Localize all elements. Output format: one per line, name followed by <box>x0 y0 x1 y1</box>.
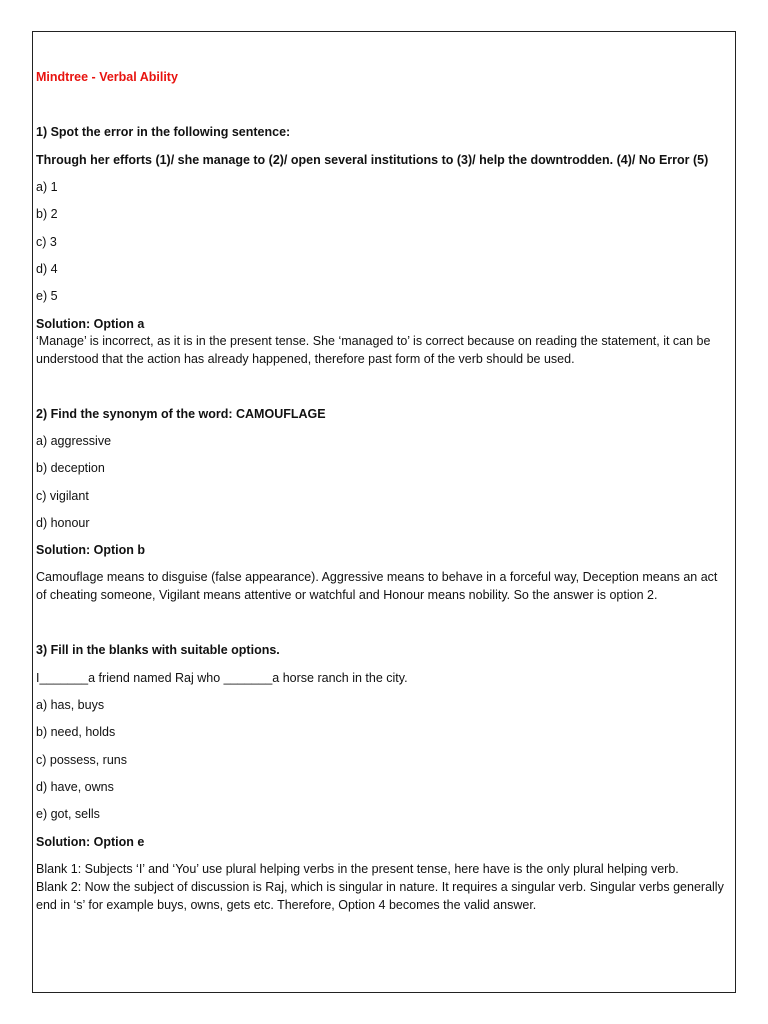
question-2-option-a: a) aggressive <box>36 434 112 448</box>
question-1-explanation: ‘Manage’ is incorrect, as it is in the present tense. She ‘managed to’ is correct because on reading the statement, it can be understood that the action has already happened, therefore past form of the verb should be used. <box>36 334 711 366</box>
question-2-solution-label: Solution: Option b <box>36 543 145 557</box>
question-1-option-e: e) 5 <box>36 289 58 303</box>
question-3-explanation-2: Blank 2: Now the subject of discussion is Raj, which is singular in nature. It requires a singular verb. Singular verbs generally end in ‘s’ for example buys, owns, gets etc. Therefore, Option 4 becomes the valid answer. <box>36 880 724 912</box>
question-1-option-a: a) 1 <box>36 180 58 194</box>
question-3-sentence: I_______a friend named Raj who _______a horse ranch in the city. <box>36 671 408 685</box>
question-3-option-e: e) got, sells <box>36 807 100 821</box>
question-3-heading: 3) Fill in the blanks with suitable options. <box>36 643 280 657</box>
question-3-option-c: c) possess, runs <box>36 753 128 767</box>
question-2-explanation: Camouflage means to disguise (false appearance). Aggressive means to behave in a forceful way, Deception means an act of cheating someone, Vigilant means attentive or watchful and Honour means nobility. So the answer is option 2. <box>36 570 718 602</box>
question-3-option-d: d) have, owns <box>36 780 114 794</box>
document-title: Mindtree - Verbal Ability <box>36 70 178 84</box>
question-2-option-c: c) vigilant <box>36 489 89 503</box>
question-1-option-b: b) 2 <box>36 207 58 221</box>
question-3-explanation-1: Blank 1: Subjects ‘I’ and ‘You’ use plural helping verbs in the present tense, here have is the only plural helping verb. <box>36 862 679 876</box>
question-1-option-c: c) 3 <box>36 235 57 249</box>
question-2-heading: 2) Find the synonym of the word: CAMOUFLAGE <box>36 407 326 421</box>
question-3-option-a: a) has, buys <box>36 698 105 712</box>
question-1-solution-label: Solution: Option a <box>36 317 145 331</box>
question-2-option-b: b) deception <box>36 461 105 475</box>
question-1-option-d: d) 4 <box>36 262 58 276</box>
question-1-heading: 1) Spot the error in the following sentence: <box>36 125 291 139</box>
question-1-sentence: Through her efforts (1)/ she manage to (2)/ open several institutions to (3)/ help the downtrodden. (4)/ No Error (5) <box>36 153 709 167</box>
question-2-option-d: d) honour <box>36 516 90 530</box>
question-3-solution-label: Solution: Option e <box>36 835 145 849</box>
question-3-option-b: b) need, holds <box>36 725 116 739</box>
